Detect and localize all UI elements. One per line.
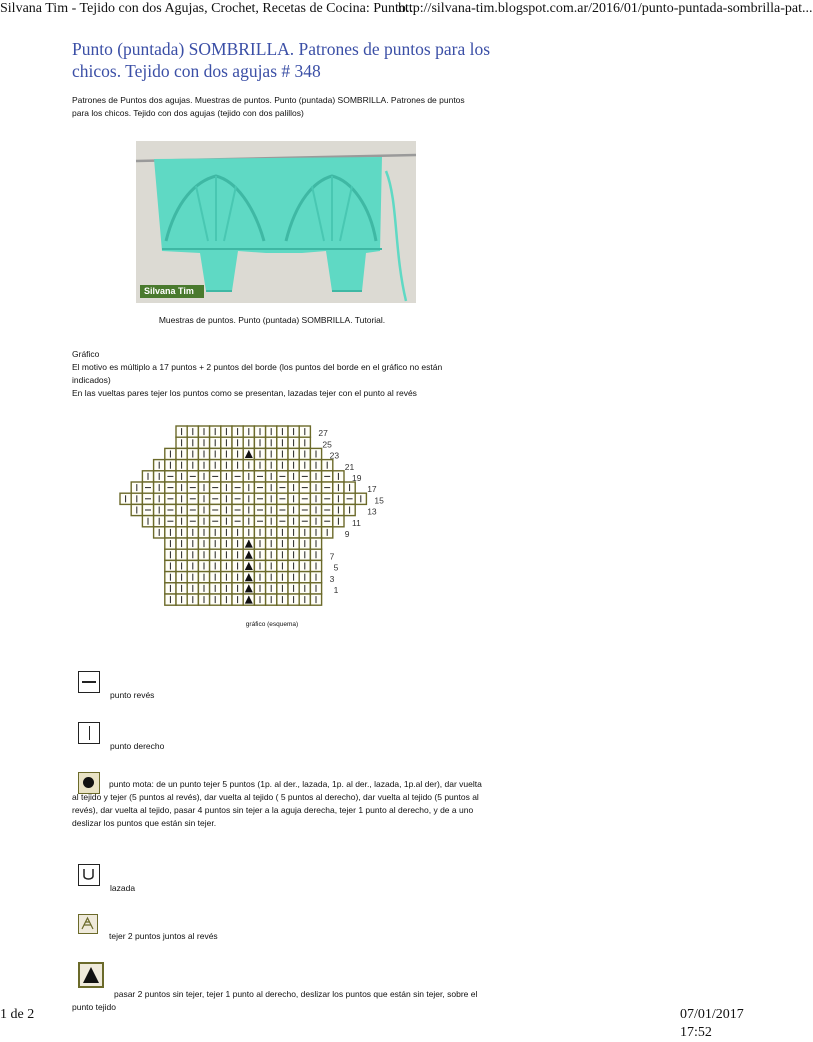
- chart-row-label: 15: [374, 495, 384, 506]
- legend-yarnover-icon: [78, 864, 100, 886]
- photo-watermark: Silvana Tim: [144, 286, 194, 296]
- chart-row-label: 17: [367, 484, 377, 495]
- k2tog-purl-glyph: [79, 915, 96, 932]
- chart-row-label: 19: [352, 473, 362, 483]
- print-header-url: http://silvana-tim.blogspot.com.ar/2016/01/punto-puntada-sombrilla-pat...: [398, 1, 813, 16]
- chart-row-label: 7: [329, 551, 335, 562]
- legend-text-punto-reves: punto revés: [110, 690, 155, 700]
- post-title[interactable]: Punto (puntada) SOMBRILLA. Patrones de puntos para los chicos. Tejido con dos agujas # 348: [72, 39, 491, 81]
- yarnover-glyph: [79, 865, 98, 884]
- print-header-title: Silvana Tim - Tejido con dos Agujas, Crochet, Recetas de Cocina: Punto...: [0, 1, 417, 16]
- print-footer-datetime: 07/01/2017 17:52: [680, 1007, 744, 1040]
- chart-row-label: 23: [329, 450, 340, 461]
- legend-triangle-icon: [78, 962, 104, 988]
- chart-row-label: 25: [322, 439, 332, 450]
- legend-text-punto-derecho: punto derecho: [110, 741, 165, 751]
- grafico-section: [72, 348, 472, 400]
- legend-minus-icon: [78, 671, 100, 693]
- chart-row-label: 3: [329, 573, 335, 584]
- legend-text-pasar-2-puntos: pasar 2 puntos sin tejer, tejer 1 punto al derecho, deslizar los puntos que están sin tejer, sobre el punto tejido: [72, 989, 478, 1012]
- photo-caption: Muestras de puntos. Punto (puntada) SOMBRILLA. Tutorial.: [158, 315, 386, 325]
- chart-row-label: 9: [344, 529, 350, 539]
- knitting-photo: [136, 141, 416, 303]
- chart-caption: gráfico (esquema): [245, 621, 299, 628]
- legend-k2tog-purl-icon: [78, 914, 98, 934]
- knitting-chart-grid: [110, 420, 470, 610]
- grafico-heading: Gráfico: [72, 349, 100, 359]
- chart-row-label: 11: [352, 517, 361, 528]
- grafico-line-2: En las vueltas pares tejer los puntos como se presentan, lazadas tejer con el punto al revés: [72, 388, 417, 398]
- chart-row-label: 1: [333, 585, 339, 595]
- legend-bar-icon: [78, 722, 100, 744]
- chart-row-label: 5: [333, 562, 339, 573]
- knitting-chart: [110, 420, 470, 610]
- knitting-illustration: [136, 141, 416, 303]
- triangle-glyph: [80, 964, 102, 986]
- chart-row-label: 27: [318, 428, 328, 439]
- chart-row-label: 21: [344, 461, 355, 472]
- print-footer-page: 1 de 2: [0, 1007, 35, 1022]
- legend-text-lazada: lazada: [110, 883, 136, 893]
- chart-row-label: 13: [367, 506, 377, 517]
- grafico-line-1: El motivo es múltiplo a 17 puntos + 2 puntos del borde (los puntos del borde en el gráfico no están indicados): [72, 362, 443, 385]
- post-intro: Patrones de Puntos dos agujas. Muestras de puntos. Punto (puntada) SOMBRILLA. Patrones de puntos para los chicos. Tejido con dos agujas (tejido con dos palillos): [72, 95, 465, 118]
- legend-text-tejer-2-juntos: tejer 2 puntos juntos al revés: [109, 931, 218, 941]
- legend-text-punto-mota: punto mota: de un punto tejer 5 puntos (1p. al der., lazada, 1p. al der., lazada, 1p.al der), dar vuelta al tejido y tejer (5 puntos al revés), dar vuelta al tejido ( 5 puntos al derecho), dar vuelta al tejido (5 puntos al revés), dar vuelta al tejido, pasar 4 puntos sin tejer a la aguja derecha, tejer 1 punto al derecho, y de a uno deslizar los puntos que están sin tejer.: [72, 779, 482, 828]
